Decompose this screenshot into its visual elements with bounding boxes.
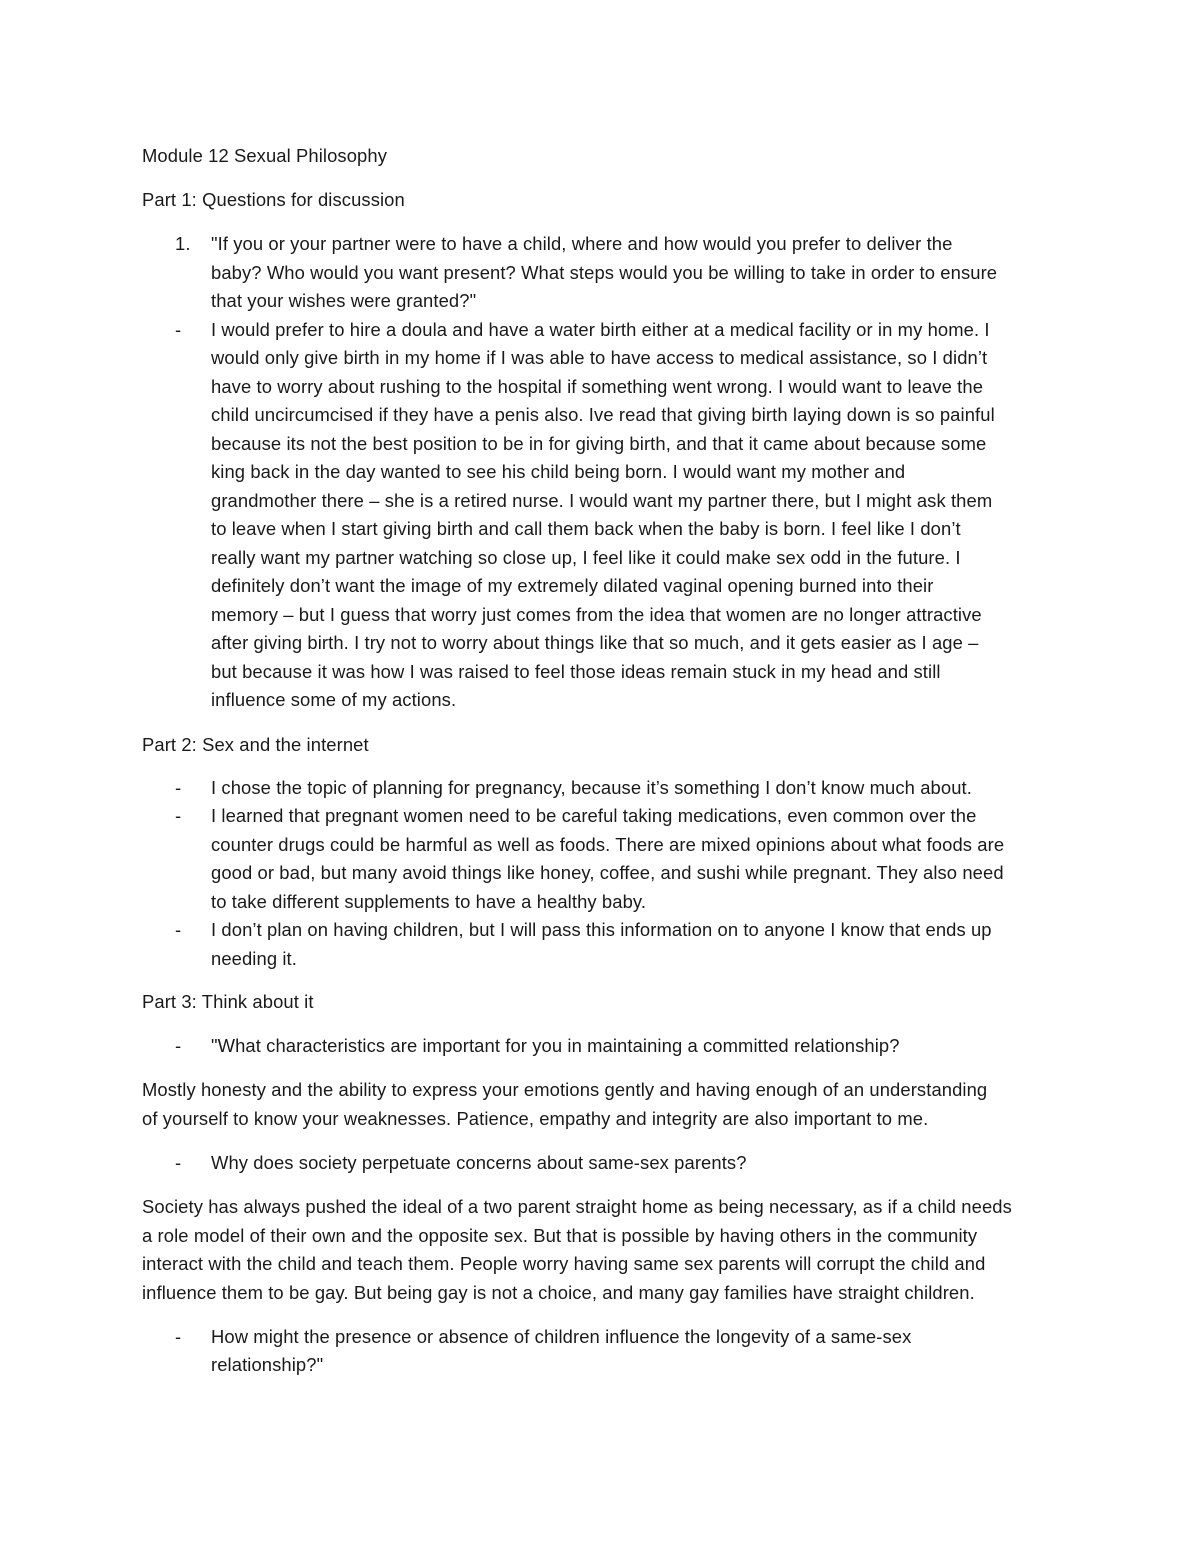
- bullet-line: counter drugs could be harmful as well as foods. There are mixed opinions about what foods are: [211, 834, 1005, 855]
- answer-line: would only give birth in my home if I was able to have access to medical assistance, so I didn’t: [211, 347, 988, 368]
- bullet-marker: -: [175, 1152, 182, 1173]
- answer-line: because its not the best position to be in for giving birth, and that it came about because some: [211, 433, 987, 454]
- bullet-line: good or bad, but many avoid things like honey, coffee, and sushi while pregnant. They also need: [211, 862, 1004, 883]
- bullet-marker: -: [175, 1326, 182, 1347]
- answer-line: a role model of their own and the opposite sex. But that is possible by having others in the community: [142, 1225, 978, 1246]
- answer-line: king back in the day wanted to see his child being born. I would want my mother and: [211, 461, 906, 482]
- question-line: Why does society perpetuate concerns about same-sex parents?: [211, 1152, 747, 1173]
- question-line: baby? Who would you want present? What steps would you be willing to take in order to ensure: [211, 262, 998, 283]
- bullet-marker: -: [175, 919, 182, 940]
- bullet-line: I don’t plan on having children, but I will pass this information on to anyone I know that ends up: [211, 919, 992, 940]
- question-line: "If you or your partner were to have a child, where and how would you prefer to deliver the: [211, 233, 953, 254]
- bullet-line: needing it.: [211, 948, 297, 969]
- answer-line: really want my partner watching so close up, I feel like it could make sex odd in the future. I: [211, 547, 961, 568]
- answer-line: memory – but I guess that worry just comes from the idea that women are no longer attractive: [211, 604, 982, 625]
- answer-line: influence some of my actions.: [211, 689, 457, 710]
- part2-heading: Part 2: Sex and the internet: [142, 734, 369, 755]
- list-number: 1.: [175, 233, 191, 254]
- answer-line: but because it was how I was raised to feel those ideas remain stuck in my head and still: [211, 661, 941, 682]
- question-line: How might the presence or absence of children influence the longevity of a same-sex: [211, 1326, 912, 1347]
- part1-heading: Part 1: Questions for discussion: [142, 189, 405, 210]
- answer-line: I would prefer to hire a doula and have a water birth either at a medical facility or in my home. I: [211, 319, 990, 340]
- bullet-marker: -: [175, 777, 182, 798]
- question-line: "What characteristics are important for you in maintaining a committed relationship?: [211, 1035, 900, 1056]
- answer-line: to leave when I start giving birth and call them back when the baby is born. I feel like I don’t: [211, 518, 961, 539]
- answer-line: Society has always pushed the ideal of a two parent straight home as being necessary, as if a child needs: [142, 1196, 1012, 1217]
- bullet-marker: -: [175, 1035, 182, 1056]
- document-title: Module 12 Sexual Philosophy: [142, 145, 388, 166]
- answer-line: after giving birth. I try not to worry about things like that so much, and it gets easier as I age –: [211, 632, 979, 653]
- bullet-line: to take different supplements to have a healthy baby.: [211, 891, 647, 912]
- bullet-line: I chose the topic of planning for pregnancy, because it’s something I don’t know much about.: [211, 777, 972, 798]
- answer-line: have to worry about rushing to the hospital if something went wrong. I would want to leave the: [211, 376, 984, 397]
- answer-line: Mostly honesty and the ability to express your emotions gently and having enough of an understanding: [142, 1079, 988, 1100]
- answer-line: interact with the child and teach them. People worry having same sex parents will corrupt the child and: [142, 1253, 986, 1274]
- bullet-line: I learned that pregnant women need to be careful taking medications, even common over the: [211, 805, 977, 826]
- answer-line: of yourself to know your weaknesses. Patience, empathy and integrity are also important to me.: [142, 1108, 929, 1129]
- answer-line: influence them to be gay. But being gay is not a choice, and many gay families have straight children.: [142, 1282, 975, 1303]
- question-line: relationship?": [211, 1354, 324, 1375]
- bullet-marker: -: [175, 319, 182, 340]
- part3-heading: Part 3: Think about it: [142, 991, 314, 1012]
- answer-line: grandmother there – she is a retired nurse. I would want my partner there, but I might ask them: [211, 490, 993, 511]
- answer-line: child uncircumcised if they have a penis also. Ive read that giving birth laying down is so painful: [211, 404, 995, 425]
- question-line: that your wishes were granted?": [211, 290, 477, 311]
- answer-line: definitely don’t want the image of my extremely dilated vaginal opening burned into their: [211, 575, 934, 596]
- bullet-marker: -: [175, 805, 182, 826]
